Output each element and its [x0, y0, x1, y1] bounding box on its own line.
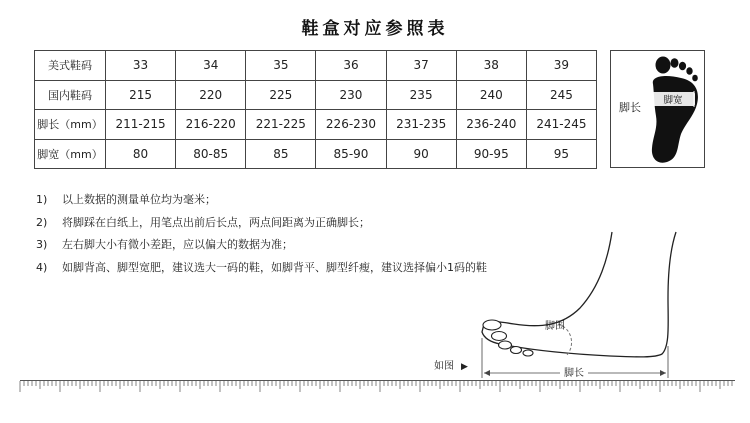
list-item: [36, 212, 487, 235]
ruler: [0, 380, 750, 396]
table-cell: 85-90: [316, 139, 386, 169]
table-cell: 90-95: [456, 139, 526, 169]
table-cell: 80-85: [176, 139, 246, 169]
note-number: 2): [36, 215, 48, 229]
table-cell: 240: [456, 80, 526, 110]
girth-label: 脚围: [545, 321, 565, 332]
note-number: 1): [36, 193, 48, 206]
footprint-icon: [641, 54, 701, 166]
list-item: [36, 257, 487, 280]
note-text: 左右脚大小有微小差距，应以偏大的数据为准；: [62, 238, 293, 251]
table-cell: 35: [246, 51, 316, 81]
table-cell: 215: [106, 80, 176, 110]
arrow-left-icon: [484, 370, 490, 376]
table-row: [35, 51, 597, 81]
table-cell: 85: [246, 139, 316, 169]
table-row: [35, 139, 597, 169]
table-cell: 34: [176, 51, 246, 81]
note-text: 以上数据的测量单位均为毫米；: [62, 193, 216, 206]
foot-outline: [482, 232, 676, 357]
table-cell: 226-230: [316, 110, 386, 140]
table-cell: 235: [386, 80, 456, 110]
note-number: 4): [36, 260, 48, 274]
table-cell: 37: [386, 51, 456, 81]
table-cell: 245: [526, 80, 596, 110]
row-label: 脚长（mm）: [35, 110, 106, 140]
foot-width-label: 脚宽: [663, 95, 683, 106]
table-cell: 216-220: [176, 110, 246, 140]
table-cell: 230: [316, 80, 386, 110]
table-cell: 39: [526, 51, 596, 81]
table-cell: 38: [456, 51, 526, 81]
table-cell: 36: [316, 51, 386, 81]
footprint-diagram: [610, 50, 705, 168]
table-cell: 90: [386, 139, 456, 169]
foot-length-label: 脚长: [619, 101, 641, 114]
table-cell: 80: [106, 139, 176, 169]
foot-measurement-illustration: [430, 228, 710, 380]
page-title: 鞋盒对应参照表: [301, 19, 449, 39]
note-text: 如脚背高、脚型宽肥，建议选大一码的鞋，如脚背平、脚型纤瘦，建议选择偏小1码的鞋: [62, 260, 487, 274]
table-cell: 95: [526, 139, 596, 169]
row-label: 美式鞋码: [35, 51, 106, 81]
note-text: 将脚踩在白纸上，用笔点出前后长点，两点间距离为正确脚长；: [62, 215, 370, 229]
table-cell: 220: [176, 80, 246, 110]
list-item: [36, 189, 487, 212]
pointer-arrow-icon: ▶: [461, 362, 468, 372]
as-shown-label: 如图: [434, 361, 454, 372]
table-cell: 211-215: [106, 110, 176, 140]
measurement-notes: [36, 189, 487, 279]
table-cell: 33: [106, 51, 176, 81]
row-label: 脚宽（mm）: [35, 139, 106, 169]
table-cell: 225: [246, 80, 316, 110]
arrow-right-icon: [660, 370, 666, 376]
length-label: 脚长: [564, 368, 584, 379]
table-cell: 236-240: [456, 110, 526, 140]
list-item: [36, 234, 487, 257]
table-row: [35, 80, 597, 110]
table-cell: 231-235: [386, 110, 456, 140]
size-chart-table: [34, 50, 597, 169]
row-label: 国内鞋码: [35, 80, 106, 110]
table-cell: 241-245: [526, 110, 596, 140]
note-number: 3): [36, 238, 48, 251]
table-row: [35, 110, 597, 140]
table-cell: 221-225: [246, 110, 316, 140]
